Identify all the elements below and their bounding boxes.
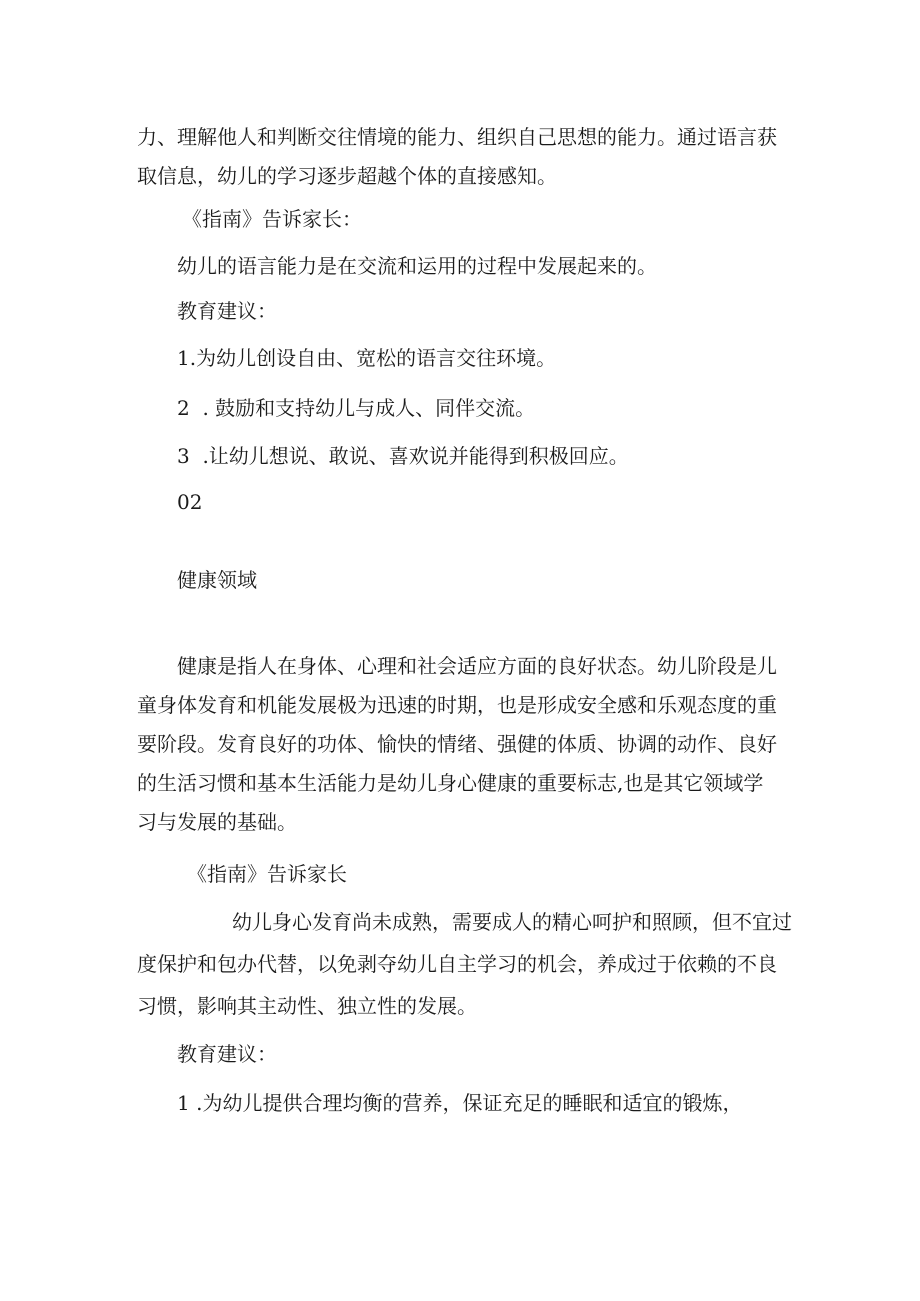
health-suggestion-1: 1 .为幼儿提供合理均衡的营养，保证充足的睡眠和适宜的锻炼， <box>177 1091 743 1115</box>
health-guide-line-3: 习惯，影响其主动性、独立性的发展。 <box>137 994 477 1018</box>
section-number: 02 <box>177 490 203 514</box>
language-guide-heading: 《指南》告诉家长： <box>182 207 362 231</box>
health-description-line-5: 习与发展的基础。 <box>137 810 297 834</box>
health-section-title: 健康领域 <box>177 568 257 592</box>
health-guide-line-2: 度保护和包办代替，以免剥夺幼儿自主学习的机会，养成过于依赖的不良 <box>137 952 777 976</box>
language-suggestion-3: 3 .让幼儿想说、敢说、喜欢说并能得到积极回应。 <box>177 444 629 468</box>
intro-line-2: 取信息，幼儿的学习逐步超越个体的直接感知。 <box>137 164 557 188</box>
language-guide-text: 幼儿的语言能力是在交流和运用的过程中发展起来的。 <box>177 254 657 278</box>
language-suggestion-2: 2 . 鼓励和支持幼儿与成人、同伴交流。 <box>177 396 536 420</box>
health-description-line-1: 健康是指人在身体、心理和社会适应方面的良好状态。幼儿阶段是儿 <box>177 654 777 678</box>
intro-line-1: 力、理解他人和判断交往情境的能力、组织自己思想的能力。通过语言获 <box>137 125 777 149</box>
health-description-line-4: 的生活习惯和基本生活能力是幼儿身心健康的重要标志,也是其它领域学 <box>137 771 764 795</box>
language-suggestion-1: 1.为幼儿创设自由、宽松的语言交往环境。 <box>177 346 557 370</box>
health-description-line-3: 要阶段。发育良好的功体、愉快的情绪、强健的体质、协调的动作、良好 <box>137 732 777 756</box>
language-suggestions-heading: 教育建议： <box>177 299 277 323</box>
health-guide-line-1: 幼儿身心发育尚未成熟，需要成人的精心呵护和照顾，但不宜过 <box>232 910 792 934</box>
health-guide-heading: 《指南》告诉家长 <box>187 862 347 886</box>
health-description-line-2: 童身体发育和机能发展极为迅速的时期，也是形成安全感和乐观态度的重 <box>137 693 777 717</box>
health-suggestions-heading: 教育建议： <box>177 1042 277 1066</box>
